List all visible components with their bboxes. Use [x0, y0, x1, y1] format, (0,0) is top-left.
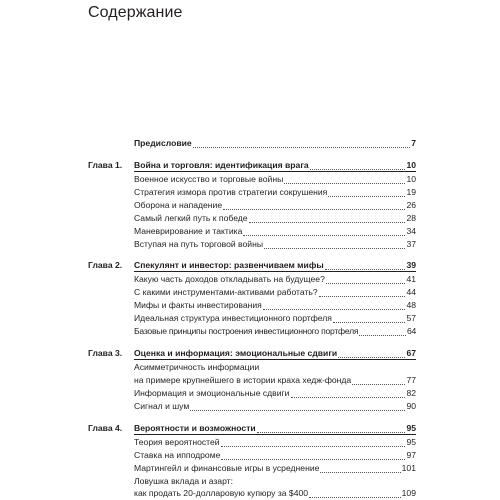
chapter-label: Глава 4. [88, 423, 123, 433]
dot-leader [263, 302, 406, 310]
dot-leader [284, 176, 405, 184]
toc-page-number: 109 [401, 488, 416, 498]
toc-page-number: 41 [406, 274, 416, 284]
toc-entry-title: Информация и эмоциональные сдвиги [134, 388, 290, 398]
toc-entry-title: С какими инструментами-активами работать? [134, 287, 318, 297]
toc-page-number: 95 [406, 423, 416, 433]
chapter-rule [134, 359, 416, 360]
dot-leader [320, 465, 400, 473]
dot-leader [328, 189, 405, 197]
dot-leader [221, 452, 405, 460]
toc-page-number: 90 [406, 401, 416, 411]
toc-entry-title: Мифы и факты инвестирования [134, 300, 262, 310]
toc-entry-title: Теория вероятностей [134, 437, 220, 447]
chapter-label: Глава 1. [88, 160, 123, 170]
toc-entry-title: Мартингейл и финансовые игры в усреднение [134, 463, 320, 473]
chapter-rule [134, 434, 416, 435]
toc-page-number: 39 [406, 260, 416, 270]
toc-entry-title: Стратегия измора против стратегии сокрушения [134, 187, 328, 197]
dot-leader [352, 377, 405, 385]
page-title: Содержание [88, 4, 183, 21]
toc-page-number: 67 [406, 348, 416, 358]
toc-page-number: 19 [406, 187, 416, 197]
dot-leader [190, 403, 405, 411]
dot-leader [264, 241, 405, 249]
toc-entry-title: Маневрирование и тактика [134, 226, 243, 236]
dot-leader [325, 262, 406, 270]
dot-leader [249, 215, 406, 223]
dot-leader [193, 140, 411, 148]
toc-page-number: 34 [406, 226, 416, 236]
dot-leader [221, 439, 406, 447]
toc-entry-title: как продать 20-долларовую купюру за $400 [134, 488, 309, 498]
toc-page-number: 64 [406, 326, 416, 336]
toc-entry-title-line-1: Ловушка вклада и азарт: [134, 476, 234, 486]
chapter-rule [134, 171, 416, 172]
chapter-title: Война и торговля: идентификация врага [134, 160, 309, 170]
toc-page-number: 95 [406, 437, 416, 447]
toc-page-number: 10 [406, 174, 416, 184]
toc-entry-title: Какую часть доходов откладывать на будущее? [134, 274, 325, 284]
dot-leader [333, 315, 405, 323]
toc-entry-title: Самый легкий путь к победе [134, 213, 248, 223]
toc-page-number: 37 [406, 239, 416, 249]
toc-entry-title: Военное искусство и торговые войны [134, 174, 284, 184]
toc-page-number: 7 [411, 138, 416, 148]
toc-page-number: 44 [406, 287, 416, 297]
dot-leader [310, 162, 406, 170]
toc-entry-title: Базовые принципы построения инвестиционного портфеля [134, 326, 359, 336]
dot-leader [326, 276, 406, 284]
dot-leader [243, 228, 405, 236]
toc-entry-title: Идеальная структура инвестиционного портфеля [134, 313, 332, 323]
toc-entry-title: Сигнал и шум [134, 401, 190, 411]
chapter-label: Глава 3. [88, 348, 123, 358]
dot-leader [257, 425, 406, 433]
toc-page-number: 48 [406, 300, 416, 310]
chapter-title: Спекулянт и инвестор: развенчиваем мифы [134, 260, 324, 270]
dot-leader [223, 202, 405, 210]
toc-page-number: 28 [406, 213, 416, 223]
toc-entry-title-line-1: Асимметричность информации [134, 362, 260, 372]
chapter-title: Оценка и информация: эмоциональные сдвиги [134, 348, 338, 358]
dot-leader [338, 350, 405, 358]
chapter-label: Глава 2. [88, 260, 123, 270]
toc-entry-title: Вступая на путь торговой войны [134, 239, 264, 249]
toc-entry-title: Оборона и нападение [134, 200, 223, 210]
toc-entry-title: Ставка на ипподроме [134, 450, 221, 460]
toc-entry-title: Предисловие [134, 138, 192, 148]
dot-leader [319, 289, 406, 297]
toc-page-number: 26 [406, 200, 416, 210]
chapter-title: Вероятности и возможности [134, 423, 256, 433]
toc-page-number: 97 [406, 450, 416, 460]
dot-leader [359, 328, 406, 336]
toc-page-number: 10 [406, 160, 416, 170]
toc-entry-title: на примере крупнейшего в истории краха хедж-фонда [134, 375, 352, 385]
dot-leader [309, 490, 401, 498]
toc-page-number: 57 [406, 313, 416, 323]
chapter-rule [134, 271, 416, 272]
toc-page-number: 101 [401, 463, 416, 473]
toc-page-number: 82 [406, 388, 416, 398]
toc-page-number: 77 [406, 375, 416, 385]
dot-leader [291, 390, 406, 398]
